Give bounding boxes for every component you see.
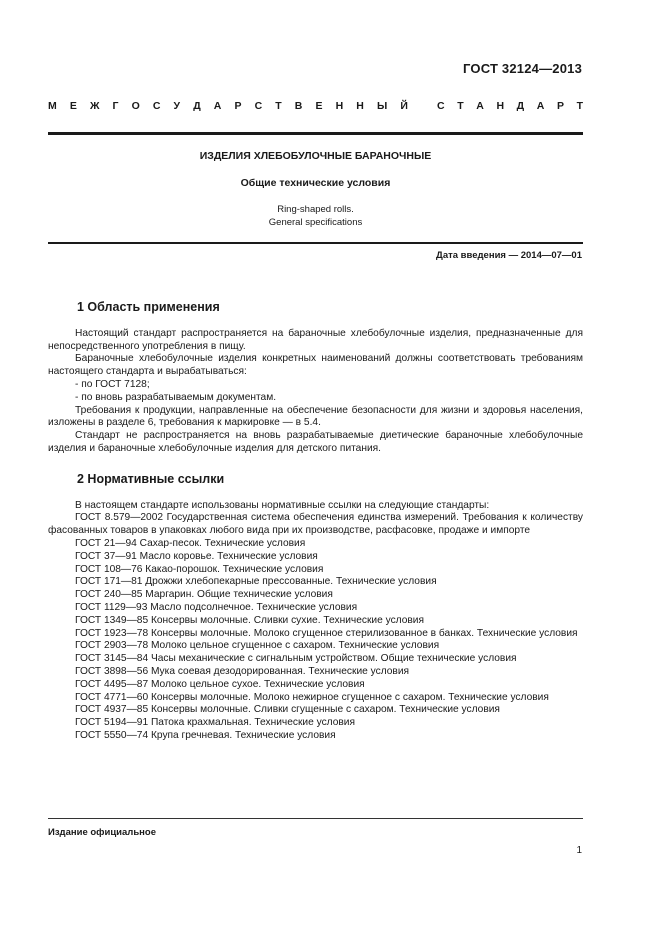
paragraph: Бараночные хлебобулочные изделия конкретных наименований должны соответствовать требованиям настоящего стандарта и вырабатываться: [48, 353, 583, 378]
banner-letter: А [213, 100, 222, 112]
banner-letter: Д [193, 100, 201, 112]
reference-item: ГОСТ 3145—84 Часы механические с сигнальным устройством. Общие технические условия [75, 653, 517, 665]
standard-word [437, 100, 583, 112]
document-body [48, 301, 583, 743]
page-number: 1 [576, 845, 582, 856]
banner-letter: А [476, 100, 484, 112]
document-subtitle: Общие технические условия [240, 177, 391, 189]
reference-item: ГОСТ 171—81 Дрожжи хлебопекарные прессованные. Технические условия [75, 576, 437, 588]
interstate-word [48, 100, 408, 112]
reference-item: ГОСТ 1349—85 Консервы молочные. Сливки сухие. Технические условия [75, 614, 425, 626]
paragraph: Стандарт не распространяется на вновь разрабатываемые диетические бараночные хлебобулочные изделия и бараночные хлебобулочные изделия для детского питания. [48, 430, 583, 454]
banner-letter: Ы [376, 100, 388, 112]
banner-letter: А [536, 100, 545, 112]
banner-letter: Р [556, 100, 564, 112]
reference-item: ГОСТ 37—91 Масло коровье. Технические условия [75, 550, 318, 562]
reference-item: ГОСТ 1129—93 Масло подсолнечное. Технические условия [75, 601, 358, 613]
english-title [48, 203, 583, 229]
reference-item: ГОСТ 3898—56 Мука соевая дезодорированная. Технические условия [75, 665, 410, 677]
paragraph: Требования к продукции, направленные на обеспечение безопасности для жизни и здоровья населения, изложены в разделе 6, требования к маркировке — в 5.4. [48, 404, 583, 429]
gost-code: ГОСТ 32124—2013 [463, 61, 582, 76]
reference-item: ГОСТ 108—76 Какао-порошок. Технические условия [75, 563, 324, 575]
english-title-line-1: Ring-shaped rolls. [277, 204, 354, 215]
introduction-date: Дата введения — 2014—07—01 [436, 250, 582, 261]
banner-letter: Е [69, 100, 77, 112]
banner-letter: С [437, 100, 445, 112]
reference-item: ГОСТ 1923—78 Консервы молочные. Молоко сгущенное стерилизованное в банках. Технические условия [75, 627, 578, 639]
banner-letter: С [152, 100, 161, 112]
reference-item: ГОСТ 8.579—2002 Государственная система обеспечения единства измерений. Требования к количеству фасованных товаров в упаковках любого вида при их производстве, расфасовке, продаже и импорте [48, 512, 583, 537]
banner-letter: Н [496, 100, 505, 112]
banner-letter: Т [457, 100, 464, 112]
banner-letter: Н [335, 100, 344, 112]
references-list [48, 512, 583, 742]
edition-label: Издание официальное [48, 827, 156, 838]
reference-item: ГОСТ 4495—87 Молоко цельное сухое. Технические условия [75, 678, 365, 690]
reference-item: ГОСТ 21—94 Сахар-песок. Технические условия [75, 537, 306, 549]
reference-item: ГОСТ 2903—78 Молоко цельное сгущенное с сахаром. Технические условия [75, 640, 440, 652]
banner-letter: Ж [89, 100, 100, 112]
banner-letter: Т [275, 100, 282, 112]
banner-letter: О [131, 100, 140, 112]
english-title-line-2: General specifications [268, 217, 363, 228]
title-rule [48, 242, 583, 244]
paragraph: В настоящем стандарте использованы нормативные ссылки на следующие стандарты: [75, 499, 490, 511]
banner-letter: Р [234, 100, 242, 112]
banner-letter: Й [400, 100, 408, 112]
reference-item: ГОСТ 4937—85 Консервы молочные. Сливки сгущенные с сахаром. Технические условия [75, 704, 500, 716]
header-rule [48, 132, 583, 135]
footer-rule [48, 818, 583, 819]
banner-letter: У [173, 100, 181, 112]
document-title: ИЗДЕЛИЯ ХЛЕБОБУЛОЧНЫЕ БАРАНОЧНЫЕ [199, 150, 432, 162]
banner-letter: Е [315, 100, 323, 112]
section-1-heading: 1 Область применения [77, 300, 220, 314]
banner-letter: М [48, 100, 57, 112]
reference-item: ГОСТ 5194—91 Патока крахмальная. Технические условия [75, 717, 356, 729]
banner-letter: Т [576, 100, 583, 112]
banner-letter: С [254, 100, 263, 112]
list-item: - по вновь разрабатываемым документам. [75, 391, 277, 403]
section-2-heading: 2 Нормативные ссылки [77, 471, 225, 486]
interstate-standard-banner [48, 100, 583, 112]
banner-letter: В [294, 100, 303, 112]
paragraph: Настоящий стандарт распространяется на бараночные хлебобулочные изделия, предназначенные для непосредственного употребления в пищу. [48, 327, 583, 352]
banner-letter: Г [112, 100, 119, 112]
reference-item: ГОСТ 4771—60 Консервы молочные. Молоко нежирное сгущенное с сахаром. Технические условия [75, 691, 549, 703]
reference-item: ГОСТ 5550—74 Крупа гречневая. Технические условия [75, 729, 336, 741]
reference-item: ГОСТ 240—85 Маргарин. Общие технические условия [75, 589, 333, 601]
list-item: - по ГОСТ 7128; [75, 378, 150, 390]
banner-letter: Д [516, 100, 525, 112]
banner-letter: Н [356, 100, 364, 112]
